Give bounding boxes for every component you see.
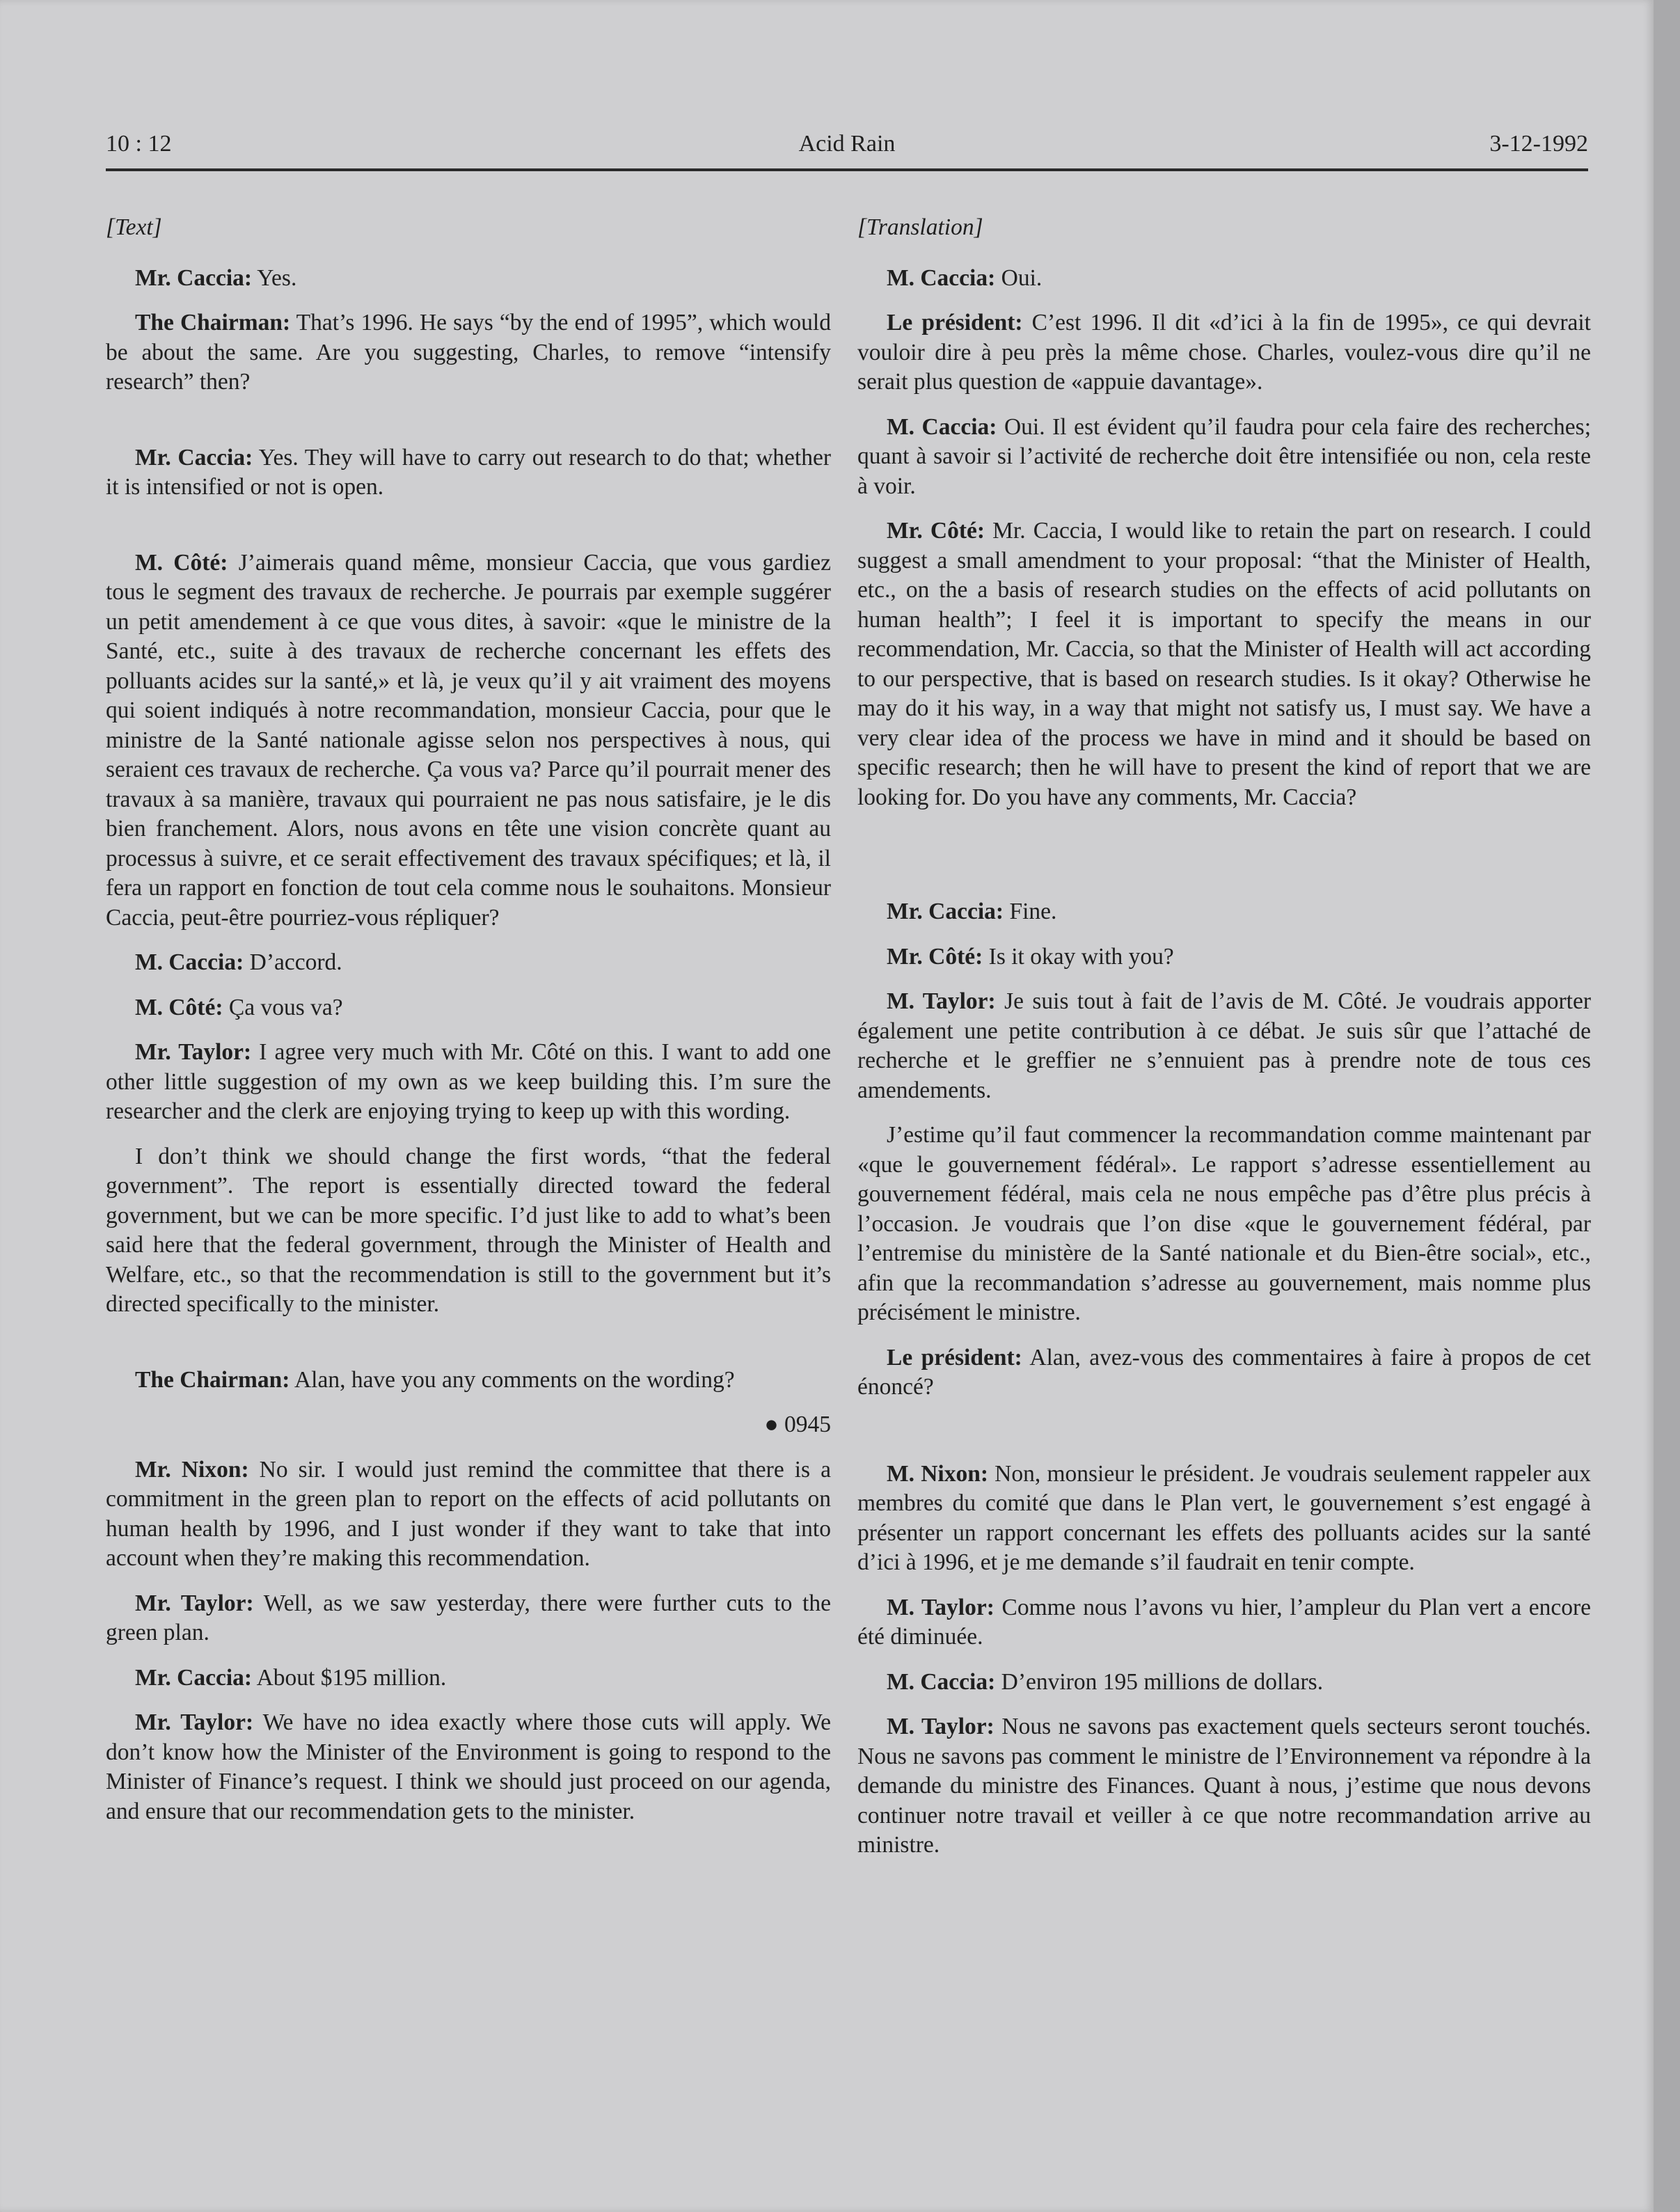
speaker-name: M. Taylor:: [887, 988, 996, 1014]
speech-text: Yes.: [252, 264, 297, 291]
speech-text: Ça vous va?: [223, 994, 343, 1020]
column-label-translation-word: Translation: [866, 214, 974, 240]
paragraph: [857, 1121, 1591, 1328]
speech-text: I don’t think we should change the first words, “that the federal government”. The report is essentially directed toward the federal government, but we can be more specific. I’d just like to add to what’s been said here that the federal government, through the Minister of Health and Welfare, etc., so that the recommendation is still to the government but it’s directed specifically to the minister.: [106, 1143, 831, 1317]
speaker-name: M. Nixon:: [887, 1460, 988, 1487]
paragraph: [857, 942, 1591, 972]
speech-text: D’accord.: [244, 949, 342, 975]
paragraph: [106, 1142, 831, 1320]
speech-text: Is it okay with you?: [983, 943, 1174, 970]
speech-text: We have no idea exactly where those cuts will apply. We don’t know how the Minister of the Environment is going to respond to the Minister of Finance’s request. I think we should just proceed on our agenda, and ensure that our recommendation gets to the minister.: [106, 1709, 831, 1824]
paragraph: [857, 987, 1591, 1105]
speaker-name: Mr. Côté:: [887, 943, 983, 970]
paragraph: [106, 548, 831, 933]
speech-text: Comme nous l’avons vu hier, l’ampleur du Plan vert a encore été diminuée.: [857, 1594, 1592, 1650]
speaker-name: Mr. Taylor:: [135, 1709, 254, 1735]
paragraph: [106, 1664, 831, 1693]
paragraph: [857, 516, 1591, 812]
paragraph: [857, 1712, 1591, 1861]
speech-text: Fine.: [1004, 899, 1057, 924]
speech-text: Well, as we saw yesterday, there were further cuts to the green plan.: [106, 1590, 831, 1645]
paragraph: [106, 264, 831, 294]
left-column: [106, 213, 831, 1842]
paragraph: [857, 1460, 1591, 1578]
speech-text: That’s 1996. He says “by the end of 1995”, which would be about the same. Are you suggesting, Charles, to remove “intensify research” then?: [106, 310, 831, 395]
speech-text: Je suis tout à fait de l’avis de M. Côté. Je voudrais apporter également une petite contribution à ce débat. Je suis sûr que l’attaché de recherche et le greffier ne s’ennuient pas à prendre note de tous ces amendements.: [857, 988, 1591, 1103]
speaker-name: M. Caccia:: [887, 264, 996, 291]
speech-text: Oui.: [995, 264, 1043, 291]
paragraph: [106, 1038, 831, 1127]
speech-text: Oui. Il est évident qu’il faudra pour cela faire des recherches; quant à savoir si l’activité de recherche doit être intensifiée ou non, cela reste à voir.: [857, 413, 1591, 499]
running-title: Acid Rain: [798, 131, 896, 157]
speaker-name: Mr. Taylor:: [135, 1039, 252, 1065]
speaker-name: Mr. Caccia:: [135, 264, 253, 291]
speaker-name: M. Côté:: [135, 994, 223, 1020]
speaker-name: M. Taylor:: [887, 1714, 994, 1739]
speech-text: J’estime qu’il faut commencer la recommandation comme maintenant par «que le gouvernement fédéral». Le rapport s’adresse essentiellement au gouvernement fédéral, mais cela ne nous empêche pas d’être plus précis à l’occasion. Je voudrais que l’on dise «que le gouvernement fédéral, par l’entremise du ministère de la Santé nationale et du Bien-être social», etc., afin que la recommandation s’adresse au gouvernement, mais nomme plus précisément le ministre.: [857, 1122, 1591, 1325]
speech-text: Mr. Caccia, I would like to retain the part on research. I could suggest a small amendment to your proposal: “that the Minister of Health, etc., on the a basis of research studies on the effects of acid pollutants on human health”; I feel it is important to specify the means in our recommendation, Mr. Caccia, so that the Minister of Health will act according to our perspective, that is based on research studies. Is it okay? Otherwise he may do it his way, in a way that might not satisfy us, I must say. We have a very clear idea of the process we have in mind and it should be based on specific research; then he will have to present the kind of report that we are looking for. Do you have any comments, Mr. Caccia?: [857, 518, 1591, 810]
speaker-name: Mr. Nixon:: [135, 1456, 249, 1483]
page-number: 10 : 12: [106, 131, 172, 157]
paragraph: [857, 264, 1591, 294]
time-marker: ● 0945: [764, 1412, 831, 1437]
paragraph: [857, 413, 1591, 502]
paragraph: [106, 1455, 831, 1574]
page-header: [106, 129, 1588, 171]
paragraph: [857, 1668, 1591, 1698]
column-label-translation: [Translation]: [857, 214, 983, 240]
paragraph: [106, 308, 831, 397]
speech-text: C’est 1996. Il dit «d’ici à la fin de 1995», ce qui devrait vouloir dire à peu près la même chose. Charles, voulez-vous dire qu’il ne serait plus question de «appuie davantage».: [857, 310, 1591, 395]
speaker-name: Le président:: [887, 1344, 1022, 1370]
speech-text: Alan, have you any comments on the wording?: [290, 1366, 735, 1393]
speaker-name: M. Caccia:: [887, 1668, 996, 1695]
speech-text: D’environ 195 millions de dollars.: [995, 1668, 1324, 1695]
speaker-name: The Chairman:: [135, 310, 291, 335]
paragraph: [106, 443, 831, 503]
paragraph: [106, 993, 831, 1023]
paragraph: [106, 1589, 831, 1648]
column-label-text-word: Text: [115, 214, 153, 240]
speech-text: Non, monsieur le président. Je voudrais seulement rappeler aux membres du comité que dans le Plan vert, le gouvernement s’est engagé à présenter un rapport concernant les effets des polluants acides sur la santé d’ici à 1996, et je me demande s’il faudrait en tenir compte.: [857, 1460, 1592, 1575]
speaker-name: Mr. Taylor:: [135, 1590, 254, 1616]
paragraph: [857, 308, 1591, 397]
speaker-name: M. Caccia:: [887, 413, 997, 440]
speaker-name: M. Taylor:: [887, 1594, 994, 1620]
right-column: [857, 213, 1591, 1876]
speaker-name: The Chairman:: [135, 1366, 290, 1393]
column-label-text: [Text]: [106, 214, 162, 240]
paragraph: [106, 1708, 831, 1826]
paragraph: [857, 897, 1591, 927]
speaker-name: Mr. Côté:: [887, 518, 985, 544]
speech-text: Nous ne savons pas exactement quels secteurs seront touchés. Nous ne savons pas comment le ministre de l’Environnement va répondre à la demande du ministre des Finances. Quant à nous, j’estime que nous devons continuer notre travail et veiller à ce que notre recommandation arrive au ministre.: [857, 1714, 1591, 1858]
speech-text: About $195 million.: [252, 1664, 447, 1691]
speaker-name: M. Côté:: [135, 549, 228, 576]
speech-text: Alan, avez-vous des commentaires à faire à propos de cet énoncé?: [857, 1344, 1591, 1400]
speaker-name: Le président:: [887, 310, 1023, 335]
speech-text: I agree very much with Mr. Côté on this. I want to add one other little suggestion of my own as we keep building this. I’m sure the researcher and the clerk are enjoying trying to keep up with this wording.: [106, 1039, 831, 1124]
speech-text: Yes. They will have to carry out research to do that; whether it is intensified or not is open.: [106, 444, 832, 500]
speech-text: No sir. I would just remind the committee that there is a commitment in the green plan to report on the effects of acid pollutants on human health by 1996, and I just wonder if they want to take that into account when they’re making this recommendation.: [106, 1456, 831, 1571]
header-date: 3-12-1992: [1489, 131, 1588, 157]
speech-text: J’aimerais quand même, monsieur Caccia, que vous gardiez tous le segment des travaux de recherche. Je pourrais par exemple suggérer un petit amendement à ce que vous dites, à savoir: «que le ministre de la Santé, etc., suite à des travaux de recherche concernant les effets des polluants acides sur la santé,» et là, je veux qu’il y ait vraiment des moyens qui soient indiqués à notre recommandation, monsieur Caccia, pour que le ministre de la Santé nationale agisse selon nos perspectives à nous, qui seraient ces travaux de recherche. Ça vous va? Parce qu’il pourrait mener des travaux à sa manière, travaux qui pourraient ne pas nous satisfaire, je le dis bien franchement. Alors, nous avons en tête une vision concrète quant au processus à suivre, et ce serait effectivement des travaux spécifiques; et là, il fera un rapport en fonction de tout cela comme nous le souhaitons. Monsieur Caccia, peut-être pourriez-vous répliquer?: [106, 549, 831, 931]
paragraph: [106, 948, 831, 978]
paragraph: [857, 1343, 1591, 1403]
speaker-name: Mr. Caccia:: [135, 1664, 253, 1691]
speaker-name: M. Caccia:: [135, 949, 244, 975]
paragraph: [106, 1366, 831, 1396]
paragraph: [857, 1593, 1591, 1652]
speaker-name: Mr. Caccia:: [135, 444, 253, 471]
speaker-name: Mr. Caccia:: [887, 899, 1004, 924]
